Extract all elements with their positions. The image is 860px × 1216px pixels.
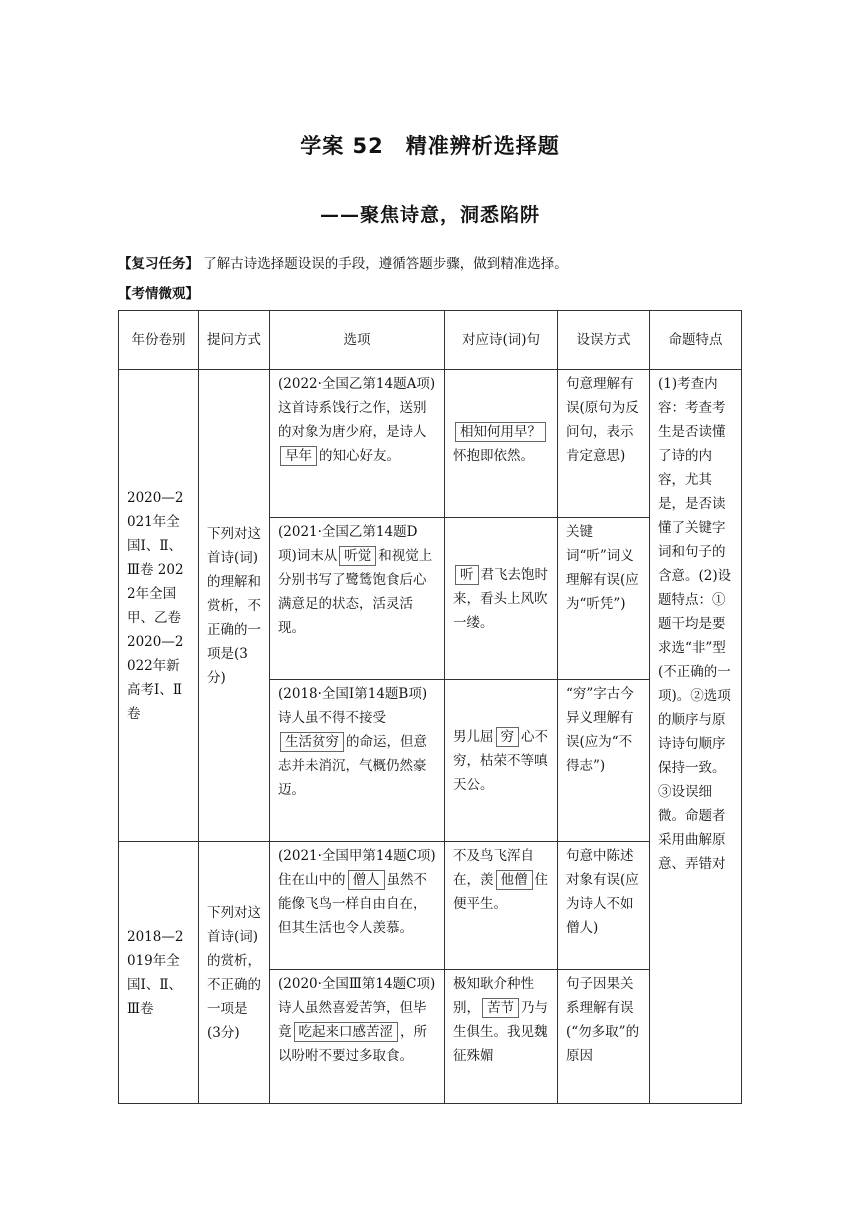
review-task [118,252,568,272]
highlight-box: 听觉 [339,546,376,566]
error-cell: 关键词“听”词义理解有误(应为“听凭”) [558,518,650,680]
highlight-box: 生活贫穷 [280,732,344,752]
page-subtitle: ——聚焦诗意，洞悉陷阱 [319,204,540,226]
option-cell: (2020·全国Ⅲ第14题C项)诗人虽然喜爱苦笋，但毕竟 吃起来口感苦涩 ，所以吩咐不要过多取食。 [270,970,445,1104]
highlight-box: 穷 [496,727,520,747]
poem-cell: 不及鸟飞浑自在，羡 他僧 住便平生。 [445,842,558,970]
header-error: 设误方式 [558,311,650,370]
review-task-text: 了解古诗选择题设误的手段，遵循答题步骤，做到精准选择。 [203,256,568,272]
highlight-box: 早年 [280,446,317,466]
page-title: 学案 52 精准辨析选择题 [300,134,560,158]
table-row [119,842,742,970]
exam-overview-table [118,310,742,1104]
poem-cell: 极知耿介种性别， 苦节 乃与生俱生。我见魏征殊媚 [445,970,558,1104]
highlight-box: 僧人 [348,870,385,890]
error-cell: 句意理解有误(原句为反问句，表示肯定意思) [558,370,650,518]
table-header-row [119,311,742,370]
question-cell-group2: 下列对这首诗(词)的赏析，不正确的一项是(3分) [199,842,270,1104]
header-option: 选项 [270,311,445,370]
highlight-box: 吃起来口感苦涩 [294,1022,399,1042]
highlight-box: 相知何用早？ [455,422,546,442]
header-poem: 对应诗(词)句 [445,311,558,370]
option-cell: (2021·全国乙第14题D项)词末从 听觉 和视觉上分别书写了鹭鸶饱食后心满意足的状态，活灵活现。 [270,518,445,680]
year-cell-group1: 2020—2021年全国Ⅰ、Ⅱ、Ⅲ卷 2022年全国甲、乙卷 2020—2022年新高考Ⅰ、Ⅱ卷 [119,370,199,842]
error-cell: 句子因果关系理解有误(“勿多取”的原因 [558,970,650,1104]
option-cell: (2022·全国乙第14题A项)这首诗系饯行之作，送别的对象为唐少府，是诗人早年 的知心好友。 [270,370,445,518]
header-feature: 命题特点 [650,311,742,370]
exam-overview-label: 【考情微观】 [118,286,199,302]
header-question: 提问方式 [199,311,270,370]
option-cell: (2018·全国Ⅰ第14题B项)诗人虽不得不接受生活贫穷 的命运，但意志并未消沉，气概仍然豪迈。 [270,680,445,842]
highlight-box: 他僧 [496,870,533,890]
highlight-box: 苦节 [482,998,519,1018]
poem-cell: 听 君飞去饱时来，看头上风吹一缕。 [445,518,558,680]
question-cell-group1: 下列对这首诗(词)的理解和赏析，不正确的一项是(3分) [199,370,270,842]
header-year: 年份卷别 [119,311,199,370]
table-row [119,370,742,518]
feature-cell: (1)考查内容：考查考生是否读懂了诗的内容，尤其是，是否读懂了关键字词和句子的含意。(2)设题特点：①题干均是要求选“非”型(不正确的一项)。②选项的顺序与原诗诗句顺序保持一致。③设误细微。命题者采用曲解原意、弄错对 [650,370,742,1104]
error-cell: “穷”字古今异义理解有误(应为“不得志”) [558,680,650,842]
year-cell-group2: 2018—2019年全国Ⅰ、Ⅱ、Ⅲ卷 [119,842,199,1104]
highlight-box: 听 [455,565,479,585]
option-cell: (2021·全国甲第14题C项)住在山中的 僧人 虽然不能像飞鸟一样自由自在，但其生活也令人羡慕。 [270,842,445,970]
poem-cell: 相知何用早？怀抱即依然。 [445,370,558,518]
poem-cell: 男儿屈 穷 心不穷，枯荣不等嗔天公。 [445,680,558,842]
review-task-label: 【复习任务】 [118,256,199,272]
error-cell: 句意中陈述对象有误(应为诗人不如僧人) [558,842,650,970]
